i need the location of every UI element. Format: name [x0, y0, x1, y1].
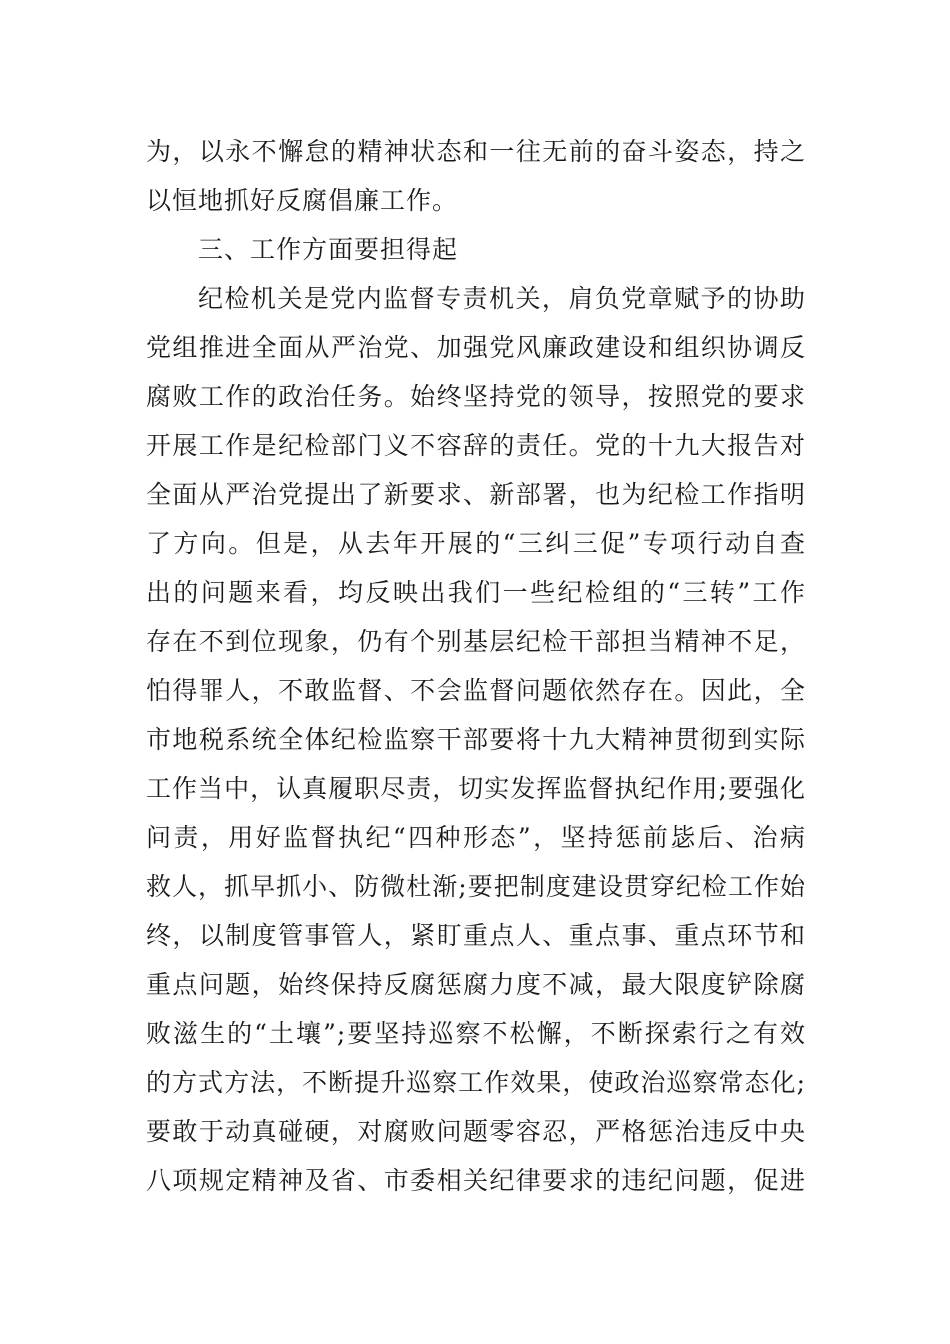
text-line: 的方式方法，不断提升巡察工作效果，使政治巡察常态化; [146, 1068, 806, 1097]
text-line: 救人，抓早抓小、防微杜渐;要把制度建设贯穿纪检工作始 [146, 872, 806, 901]
text-line: 了方向。但是，从去年开展的“三纠三促”专项行动自查 [146, 529, 806, 558]
text-line: 全面从严治党提出了新要求、新部署，也为纪检工作指明 [146, 480, 806, 509]
text-line: 重点问题，始终保持反腐惩腐力度不减，最大限度铲除腐 [146, 970, 806, 999]
text-line: 要敢于动真碰硬，对腐败问题零容忍，严格惩治违反中央 [146, 1117, 806, 1146]
text-line: 败滋生的“土壤”;要坚持巡察不松懈，不断探索行之有效 [146, 1019, 806, 1048]
text-line: 腐败工作的政治任务。始终坚持党的领导，按照党的要求 [146, 382, 806, 411]
document-body [146, 127, 806, 1205]
text-line: 八项规定精神及省、市委相关纪律要求的违纪问题，促进 [146, 1166, 806, 1195]
text-line: 工作当中，认真履职尽责，切实发挥监督执纪作用;要强化 [146, 774, 806, 803]
section-heading: 三、工作方面要担得起 [198, 235, 459, 264]
text-line: 出的问题来看，均反映出我们一些纪检组的“三转”工作 [146, 578, 806, 607]
text-line: 以恒地抓好反腐倡廉工作。 [146, 186, 459, 215]
text-line: 市地税系统全体纪检监察干部要将十九大精神贯彻到实际 [146, 725, 806, 754]
text-line: 怕得罪人，不敢监督、不会监督问题依然存在。因此，全 [146, 676, 806, 705]
text-line: 终，以制度管事管人，紧盯重点人、重点事、重点环节和 [146, 921, 806, 950]
text-line: 开展工作是纪检部门义不容辞的责任。党的十九大报告对 [146, 431, 806, 460]
text-line: 问责，用好监督执纪“四种形态”，坚持惩前毖后、治病 [146, 823, 806, 852]
text-line: 存在不到位现象，仍有个别基层纪检干部担当精神不足， [146, 627, 806, 656]
text-line: 为，以永不懈怠的精神状态和一往无前的奋斗姿态，持之 [146, 137, 806, 166]
paragraph-first-line: 纪检机关是党内监督专责机关，肩负党章赋予的协助 [198, 284, 806, 313]
text-line: 党组推进全面从严治党、加强党风廉政建设和组织协调反 [146, 333, 806, 362]
